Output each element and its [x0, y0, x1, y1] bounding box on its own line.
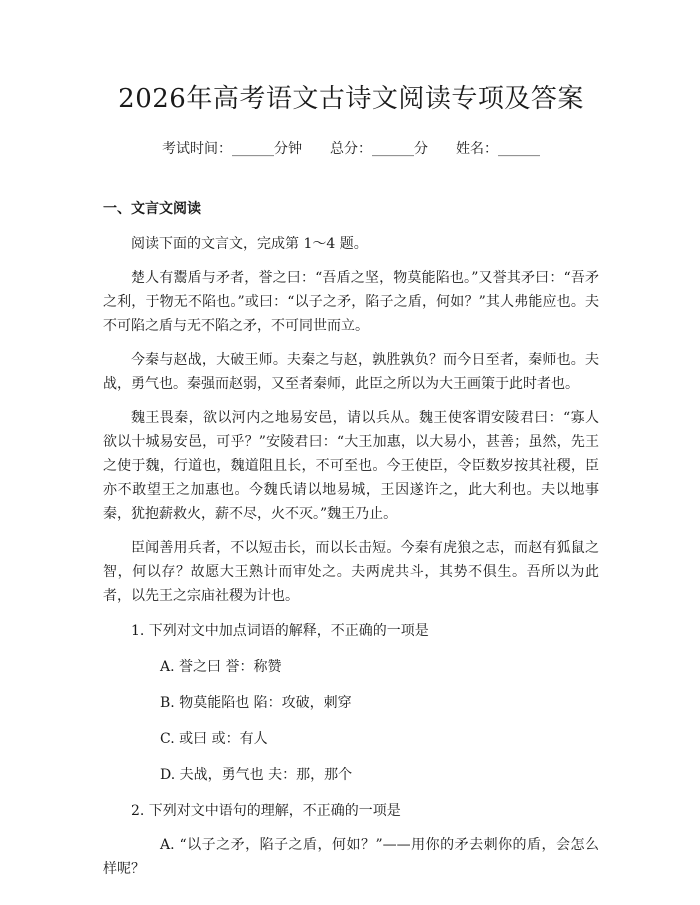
passage-paragraph-4: 臣闻善用兵者，不以短击长，而以长击短。今秦有虎狼之志，而赵有狐鼠之智，何以存？故愿大王熟计而审处之。夫两虎共斗，其势不俱生。吾所以为此者，以先王之宗庙社稷为计也。 [103, 540, 599, 604]
passage-paragraph-3: 魏王畏秦，欲以河内之地易安邑，请以兵从。魏王使客谓安陵君曰：“寡人欲以十城易安邑，可乎？”安陵君曰：“大王加惠，以大易小，甚善；虽然，先王之使于魏，行道也，魏道阻且长，不可至也。今王使臣，令臣数岁按其社稷，臣亦不敢望王之加惠也。今魏氏请以地易城，王因遂许之，此大利也。夫以地事秦，犹抱薪救火，薪不尽，火不灭。”魏王乃止。 [103, 410, 599, 522]
question-1-option-d: D. 夫战，勇气也 夫：那，那个 [160, 767, 353, 783]
passage-paragraph-1: 楚人有鬻盾与矛者，誉之曰：“吾盾之坚，物莫能陷也。”又誉其矛曰：“吾矛之利，于物无不陷也。”或曰：“以子之矛，陷子之盾，何如？”其人弗能应也。夫不可陷之盾与无不陷之矛，不可同世而立。 [103, 270, 599, 334]
question-2-option-a: A. “以子之矛，陷子之盾，何如？”——用你的矛去刺你的盾，会怎么样呢？ [103, 837, 599, 877]
exam-info-line [103, 139, 599, 159]
time-blank: ______ [232, 141, 274, 157]
question-2-stem: 2. 下列对文中语句的理解，不正确的一项是 [131, 803, 401, 819]
time-unit: 分钟 [274, 141, 302, 157]
question-1-option-b: B. 物莫能陷也 陷：攻破，刺穿 [160, 695, 352, 711]
score-blank: ______ [372, 141, 414, 157]
name-blank: ______ [498, 141, 540, 157]
score-label: 总分： [330, 141, 372, 157]
time-label: 考试时间： [162, 141, 232, 157]
question-1-option-a: A. 誉之曰 誉：称赞 [160, 659, 282, 675]
page-title: 2026年高考语文古诗文阅读专项及答案 [118, 84, 584, 114]
passage-paragraph-2: 今秦与赵战，大破王师。夫秦之与赵，孰胜孰负？而今日至者，秦师也。夫战，勇气也。秦强而赵弱，又至者秦师，此臣之所以为大王画策于此时者也。 [103, 352, 599, 392]
section-heading: 一、文言文阅读 [103, 201, 201, 217]
question-1-option-c: C. 或曰 或：有人 [160, 731, 268, 747]
name-label: 姓名： [456, 141, 498, 157]
score-unit: 分 [414, 141, 428, 157]
reading-instruction: 阅读下面的文言文，完成第 1～4 题。 [131, 236, 368, 252]
question-1-stem: 1. 下列对文中加点词语的解释，不正确的一项是 [131, 623, 429, 639]
